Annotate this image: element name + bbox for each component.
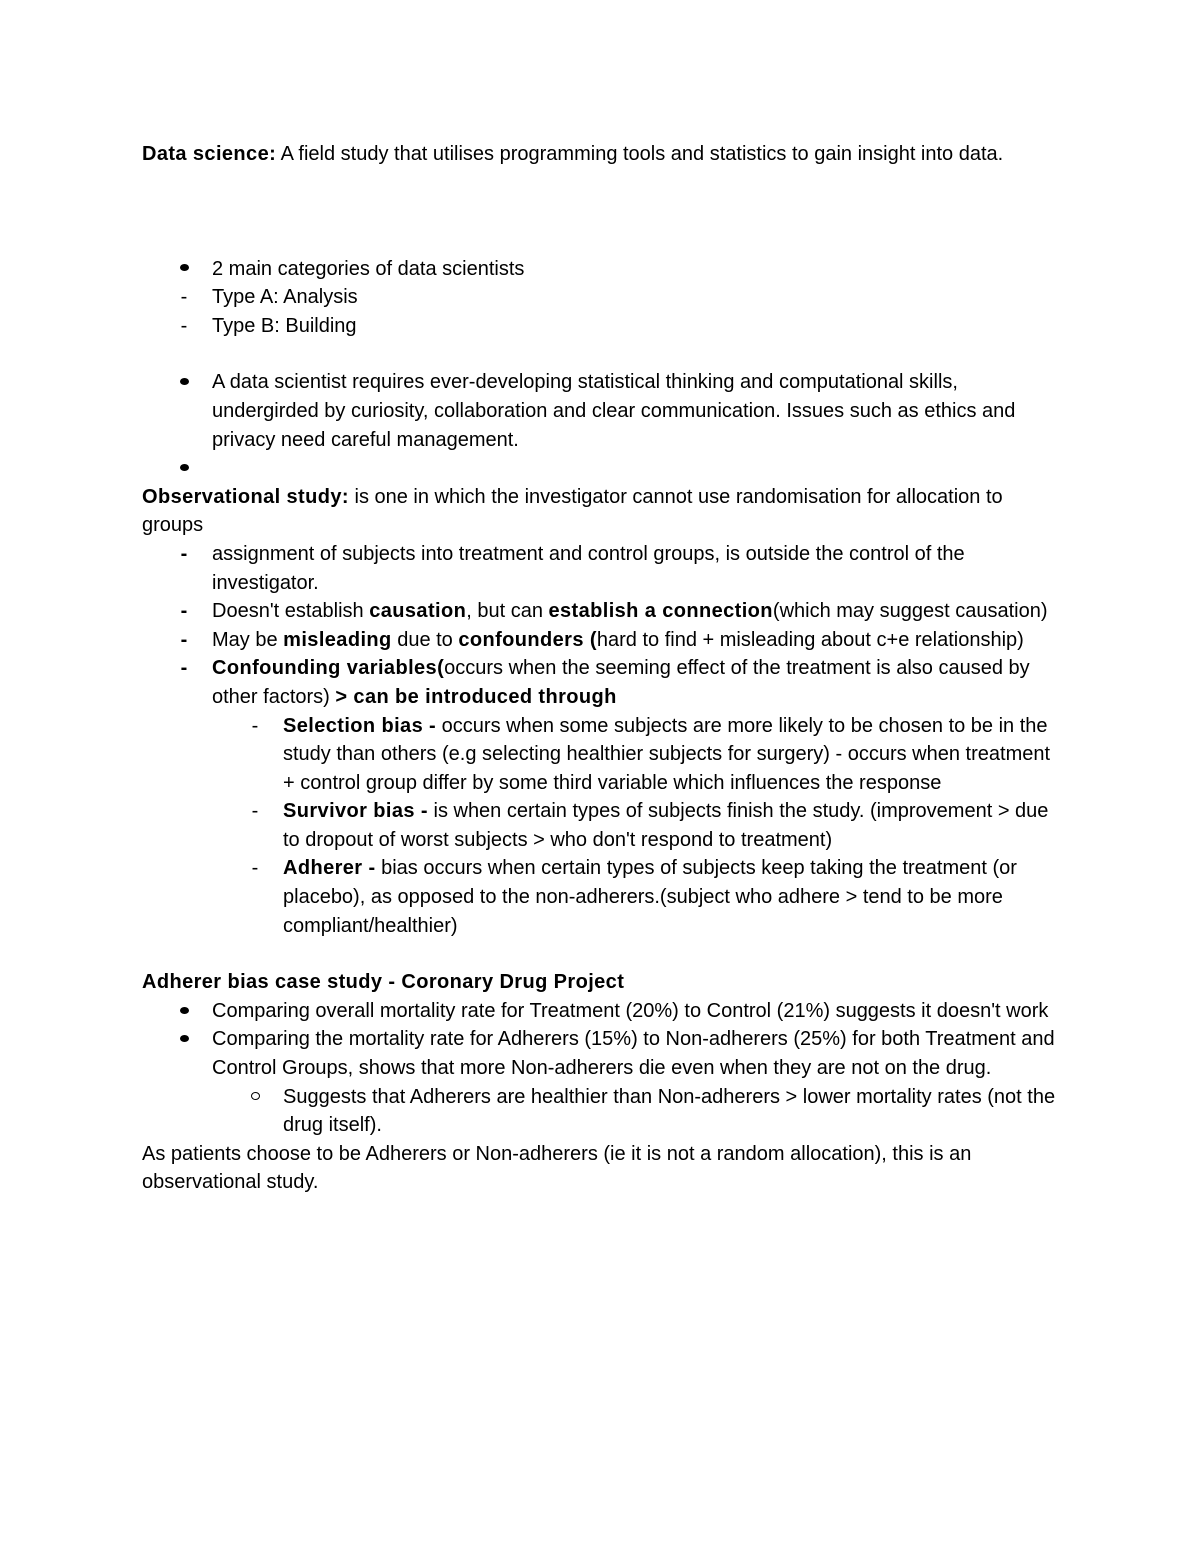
dash-marker: - xyxy=(251,857,259,880)
dash-marker: - xyxy=(180,628,188,651)
adherer-term: Adherer - xyxy=(283,857,376,880)
spacer xyxy=(142,940,1062,968)
dash-marker: - xyxy=(180,657,188,680)
selection-bias-term: Selection bias - xyxy=(283,714,437,737)
misleading-text-e: hard to find + misleading about c+e relationship) xyxy=(596,628,1024,651)
list-item-healthier xyxy=(142,1083,1062,1140)
selection-bias-text: occurs when some subjects are more likely to be chosen to be in the study than others (e.g selecting healthier subjects for surgery) - occurs when treatment + control group differ by some third variable which influences the response xyxy=(283,714,1051,794)
adherer-text: bias occurs when certain types of subjects keep taking the treatment (or placebo), as opposed to the non-adherers.(subject who adhere > tend to be more compliant/healthier) xyxy=(283,857,1017,937)
conclusion-text: As patients choose to be Adherers or Non-adherers (ie it is not a random allocation), this is an observational study. xyxy=(142,1142,972,1194)
type-b-text: Type B: Building xyxy=(212,314,357,337)
bullet-icon xyxy=(174,454,194,483)
introduced-through-term: > can be introduced through xyxy=(335,685,617,708)
dash-marker: - xyxy=(180,542,188,565)
causation-text-e: (which may suggest causation) xyxy=(772,600,1048,623)
categories-heading: 2 main categories of data scientists xyxy=(212,257,525,280)
list-item-skills xyxy=(142,368,1062,454)
observational-term: Observational study: xyxy=(142,485,349,508)
list-item-adherer-bias xyxy=(142,854,1062,940)
causation-text-a: Doesn't establish xyxy=(212,600,370,623)
dash-marker: - xyxy=(180,314,188,337)
list-item-overall-mortality xyxy=(142,997,1062,1026)
overall-mortality-text: Comparing overall mortality rate for Treatment (20%) to Control (21%) suggests it doesn't work xyxy=(212,999,1049,1022)
survivor-bias-term: Survivor bias - xyxy=(283,800,428,823)
list-item-survivor-bias xyxy=(142,797,1062,854)
dash-marker: - xyxy=(251,800,259,823)
type-a-text: Type A: Analysis xyxy=(212,286,358,309)
list-item-adherer-mortality xyxy=(142,1025,1062,1082)
bullet-icon xyxy=(174,997,194,1026)
document-page xyxy=(142,140,1062,1197)
adherer-mortality-text: Comparing the mortality rate for Adherers (15%) to Non-adherers (25%) for both Treatment and Control Groups, shows that more Non-adherers die even when they are not on the drug. xyxy=(212,1028,1055,1080)
misleading-text-c: due to xyxy=(391,628,459,651)
confounding-text: occurs when the seeming effect of the treatment is also caused by other factors) xyxy=(212,657,1030,708)
bullet-icon xyxy=(174,1025,194,1054)
confounding-term: Confounding variables( xyxy=(212,657,445,680)
list-item-selection-bias xyxy=(142,712,1062,798)
list-item-type-b xyxy=(142,312,1062,341)
spacer xyxy=(142,169,1062,255)
data-science-term: Data science: xyxy=(142,143,277,165)
causation-term: causation xyxy=(369,600,467,623)
observational-study-definition xyxy=(142,483,1062,540)
survivor-bias-text: is when certain types of subjects finish the study. (improvement > due to dropout of worst subjects > who don't respond to treatment) xyxy=(283,800,1049,851)
data-science-text: A field study that utilises programming tools and statistics to gain insight into data. xyxy=(276,143,1004,165)
misleading-term: misleading xyxy=(283,628,392,651)
dash-marker: - xyxy=(180,600,188,623)
case-study-title: Adherer bias case study - Coronary Drug Project xyxy=(142,971,625,994)
connection-term: establish a connection xyxy=(548,600,773,623)
misleading-text-a: May be xyxy=(212,628,284,651)
observational-text: is one in which the investigator cannot use randomisation for allocation to groups xyxy=(142,485,1003,537)
list-item-type-a xyxy=(142,283,1062,312)
dash-marker: - xyxy=(251,714,259,737)
list-item-categories xyxy=(142,255,1062,284)
list-item-confounding xyxy=(142,654,1062,711)
list-item-assignment xyxy=(142,540,1062,597)
healthier-text: Suggests that Adherers are healthier than Non-adherers > lower mortality rates (not the drug itself). xyxy=(283,1085,1056,1137)
data-science-definition xyxy=(142,140,1062,169)
list-item-causation xyxy=(142,597,1062,626)
dash-marker: - xyxy=(180,286,188,309)
spacer xyxy=(142,340,1062,368)
list-item-misleading xyxy=(142,626,1062,655)
skills-text: A data scientist requires ever-developing statistical thinking and computational skills, undergirded by curiosity, collaboration and clear communication. Issues such as ethics and privacy need careful management. xyxy=(212,371,1016,451)
case-study-heading xyxy=(142,968,1062,997)
list-item-empty xyxy=(142,454,1062,483)
causation-text-c: , but can xyxy=(466,600,549,623)
confounders-term: confounders ( xyxy=(458,628,597,651)
hollow-bullet-icon xyxy=(245,1083,265,1112)
bullet-icon xyxy=(174,255,194,284)
bullet-icon xyxy=(174,368,194,397)
assignment-text: assignment of subjects into treatment and control groups, is outside the control of the investigator. xyxy=(212,542,965,594)
